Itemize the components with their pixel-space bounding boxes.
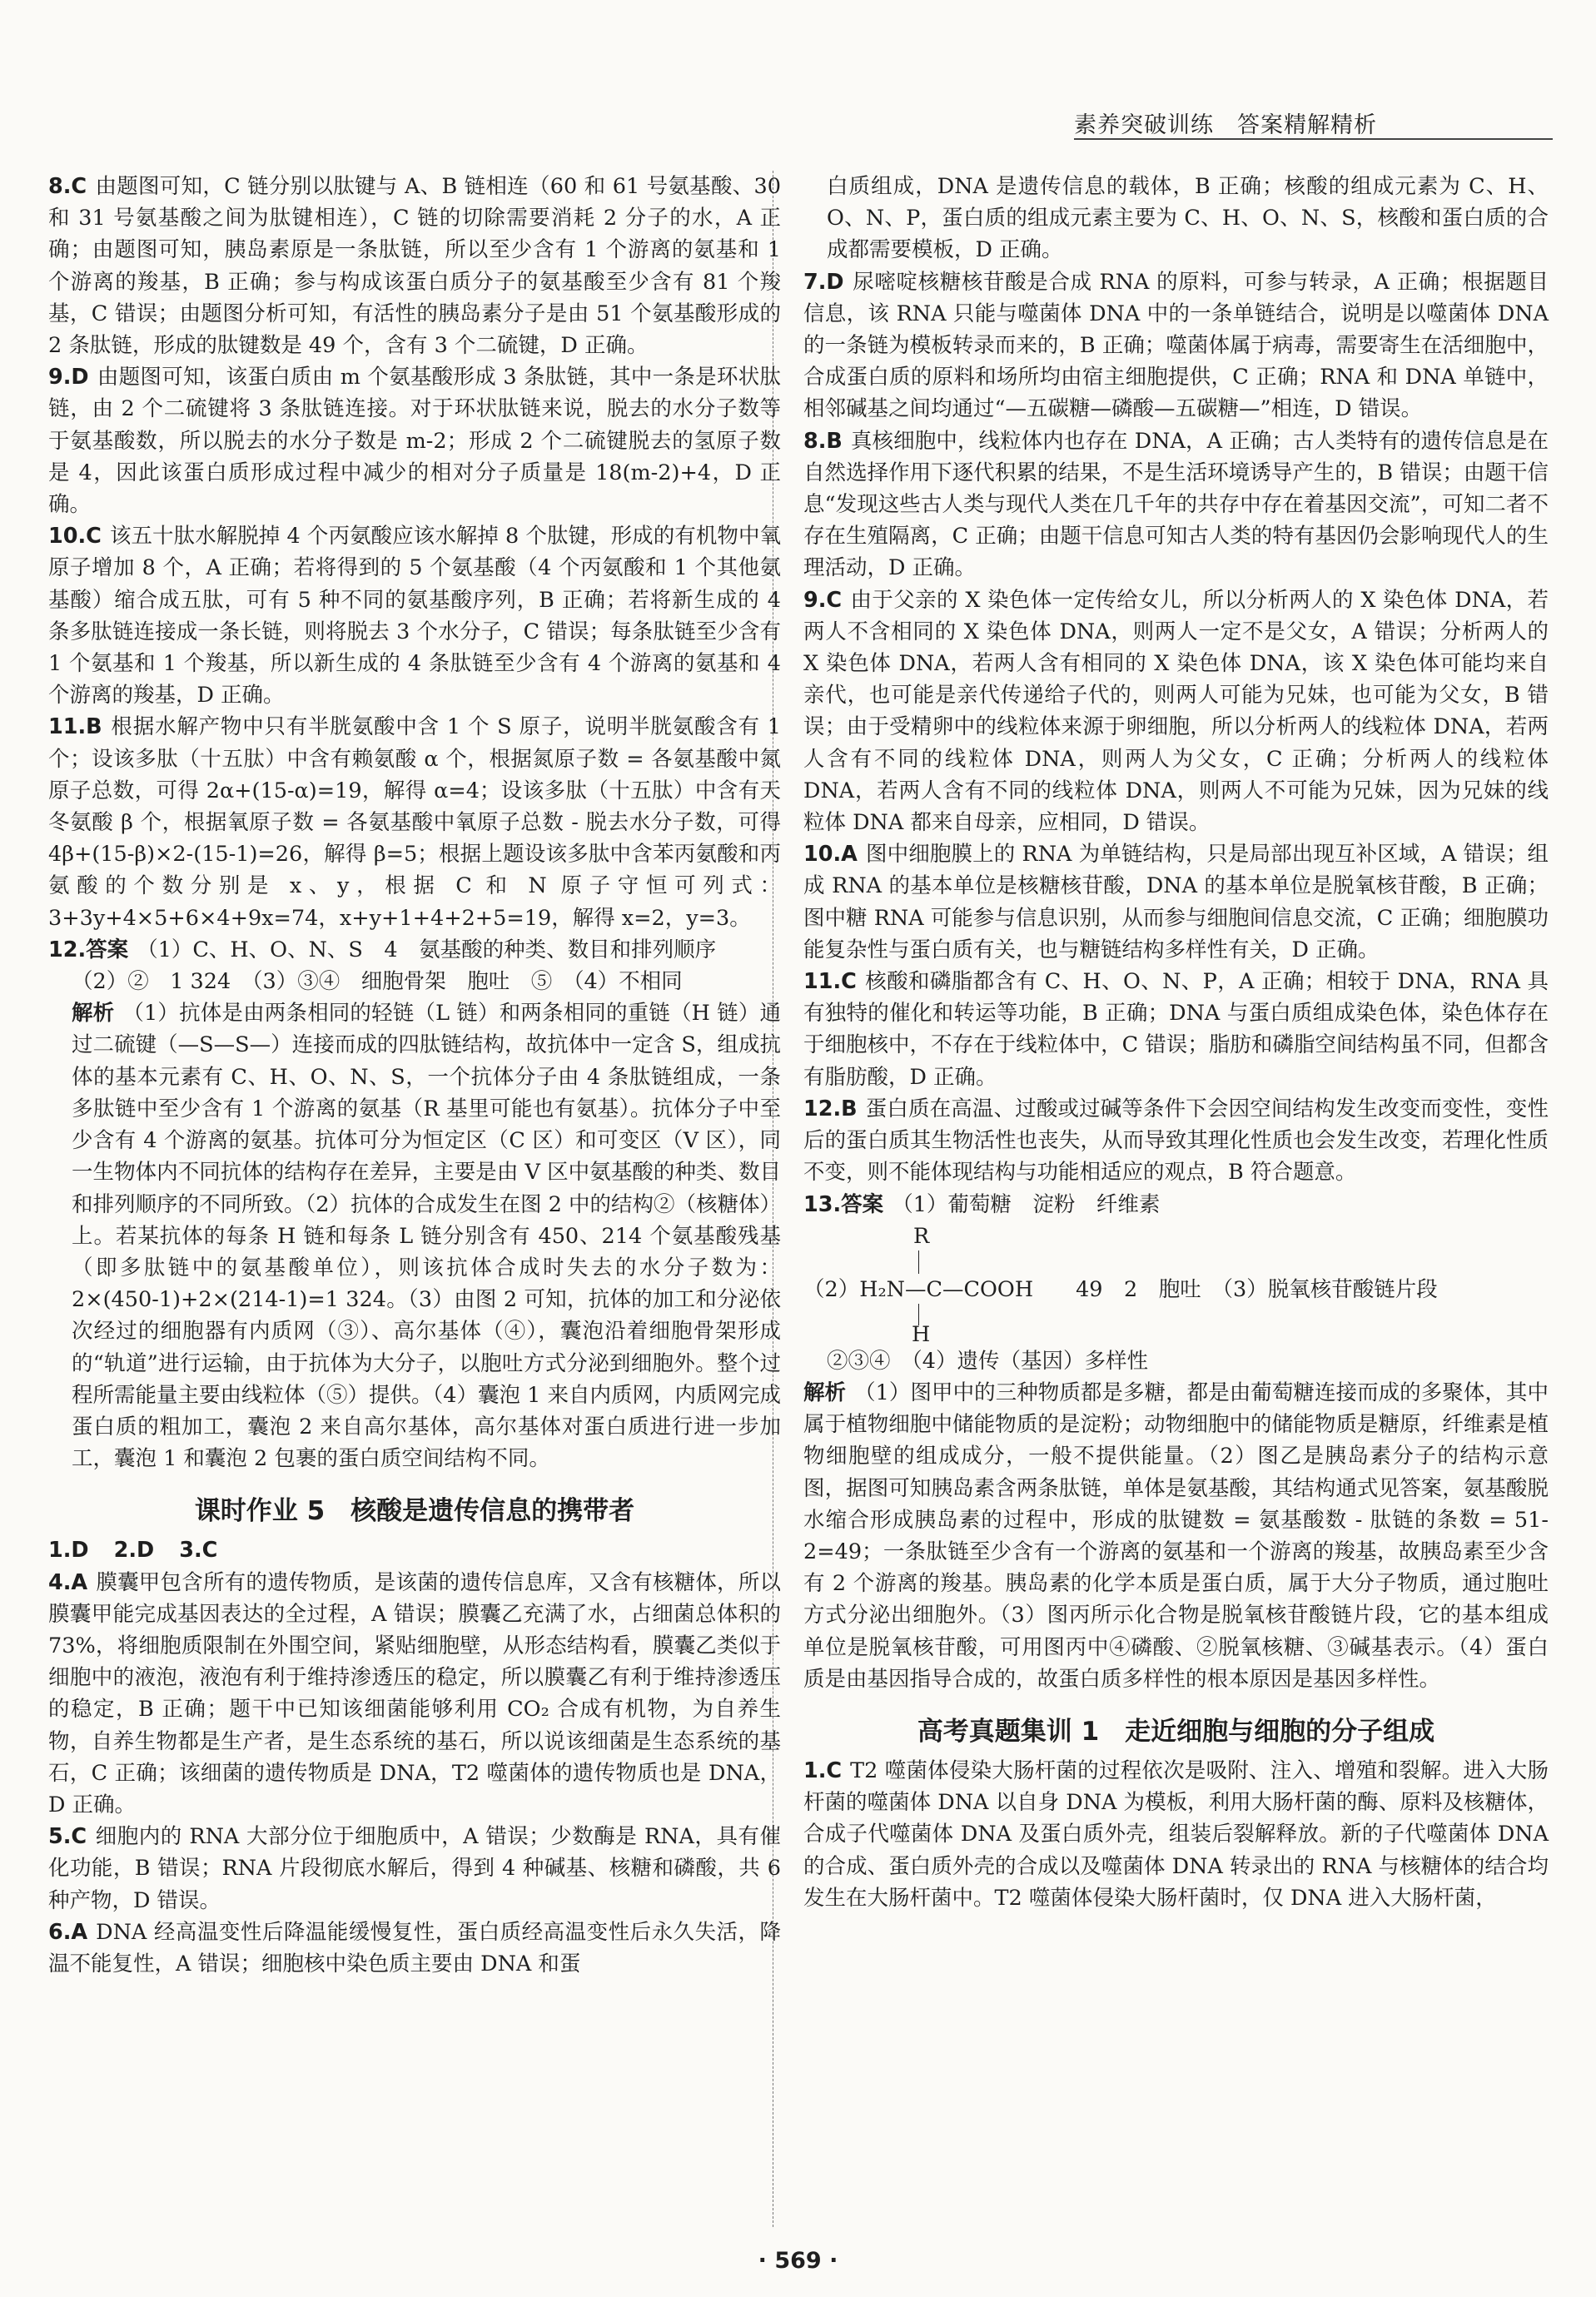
item-number: 12.B [803,1096,858,1121]
answer-item [803,425,1549,584]
right-column [803,171,1549,1914]
item-number: 5.C [48,1824,87,1850]
quick-answer: 2.D [113,1538,155,1564]
answer-item-13 [803,1189,1549,1221]
item-number: 4.A [48,1569,88,1595]
answer-item [803,966,1549,1093]
item-text: 由于父亲的 X 染色体一定传给女儿，所以分析两人的 X 染色体 DNA，若两人不含相同的 X 染色体 DNA，则两人一定不是父女，A 错误；分析两人的 X 染色体 DNA，若两人含有相同的 X 染色体 DNA，该 X 染色体可能均来自亲代，也可能是亲代传递给子代的，则两人可能为兄妹，也可能为父女，B 错误；由于受精卵中的线粒体来源于卵细胞，所以分析两人的线粒体 DNA，若两人含有不同的线粒体 DNA，则两人为父女，C 正确；分析两人的线粒体 DNA，若两人含有不同的线粒体 DNA，则两人不可能为兄妹，因为兄妹的线粒体 DNA 都来自母亲，应相同，D 错误。 [803,587,1549,836]
formula-r-group: R [913,1223,930,1249]
quick-answer: 1.D [48,1538,89,1564]
answer-line: ②③④ （4）遗传（基因）多样性 [827,1348,1148,1374]
item-number: 11.B [48,714,102,740]
analysis-label: 解析 [803,1380,847,1405]
amino-acid-formula [803,1221,1549,1345]
answer-item [48,711,781,933]
item-text: 根据水解产物中只有半胱氨酸中含 1 个 S 原子，说明半胱氨酸含有 1 个；设该多肽（十五肽）中含有赖氨酸 α 个，根据氮原子数 = 各氨基酸中氮原子总数，可得 2α+(15-α)=19，解得 α=4；设该多肽（十五肽）中含有天冬氨酸 β 个，根据氧原子数 = 各氨基酸中氧原子总数 - 脱去水分子数，可得 4β+(15-β)×2-(15-1)=26，解得 β=5；根据上题设该多肽中含苯丙氨酸和丙氨酸的个数分别是 x、y，根据 C 和 N 原子守恒可列式：3+3y+4×5+6×4+9x=74，x+y+1+4+2+5=19，解得 x=2，y=3。 [48,714,781,931]
item-text: 细胞内的 RNA 大部分位于细胞质中，A 错误；少数酶是 RNA，具有催化功能，B 错误；RNA 片段彻底水解后，得到 4 种碱基、核糖和磷酸，共 6 种产物，D 错误。 [48,1824,781,1913]
formula-line: （2）H₂N—C—COOH 49 2 胞吐 （3）脱氧核苷酸链片段 [803,1276,1438,1302]
item-text: 该五十肽水解脱掉 4 个丙氨酸应该水解掉 8 个肽键，形成的有机物中氧原子增加 8 个，A 正确；若将得到的 5 个氨基酸（4 个丙氨酸和 1 个其他氨基酸）缩合成五肽，可有 5 种不同的氨基酸序列，B 正确；若将新生成的 4 条多肽链连接成一条长链，则将脱去 3 个水分子，C 错误；每条肽链至少含有 1 个氨基和 1 个羧基，所以新生成的 4 条肽链至少含有 4 个游离的氨基和 4 个游离的羧基，D 正确。 [48,524,781,708]
quick-answers [48,1534,781,1566]
header-rule [1074,138,1553,140]
formula-bond-top [918,1250,919,1274]
answer-line: （1）葡萄糖 淀粉 纤维素 [892,1191,1161,1217]
page-number: · 569 · [758,2248,838,2274]
section-title: 课时作业 5 核酸是遗传信息的携带者 [194,1496,635,1527]
continued-text: 白质组成，DNA 是遗传信息的载体，B 正确；核酸的组成元素为 C、H、O、N、P，蛋白质的组成元素主要为 C、H、O、N、S，核酸和蛋白质的合成都需要模板，D 正确。 [827,174,1549,263]
item-number: 8.B [803,428,843,454]
quick-answer: 3.C [179,1538,218,1564]
analysis-text: （1）图甲中的三种物质都是多糖，都是由葡萄糖连接而成的多聚体，其中属于植物细胞中储能物质的是淀粉；动物细胞中的储能物质是糖原，纤维素是植物细胞壁的组成成分，一般不提供能量。（2）图乙是胰岛素分子的结构示意图，据图可知胰岛素含两条肽链，单体是氨基酸，其结构通式见答案，氨基酸脱水缩合形成胰岛素的过程中，形成的肽键数 = 氨基酸数 - 肽链的条数 = 51-2=49；一条肽链至少含有一个游离的氨基和一个游离的羧基，故胰岛素至少含有 2 个游离的羧基。胰岛素的化学本质是蛋白质，属于大分子物质，通过胞吐方式分泌出细胞外。（3）图丙所示化合物是脱氧核苷酸链片段，它的基本组成单位是脱氧核苷酸，可用图丙中④磷酸、②脱氧核糖、③碱基表示。（4）蛋白质是由基因指导合成的，故蛋白质多样性的根本原因是基因多样性。 [803,1380,1549,1692]
item-number: 9.C [803,587,843,613]
answer-item [803,838,1549,966]
analysis-text: （1）抗体是由两条相同的轻链（L 链）和两条相同的重链（H 链）通过二硫键（—S—S—）连接而成的四肽链结构，故抗体中一定含 S，组成抗体的基本元素有 C、H、O、N、S，一个抗体分子由 4 条肽链组成，一条多肽链中至少含有 1 个游离的氨基（R 基里可能也有氨基）。抗体分子中至少含有 4 个游离的氨基。抗体可分为恒定区（C 区）和可变区（V 区），同一生物体内不同抗体的结构存在差异，主要是由 V 区中氨基酸的种类、数目和排列顺序的不同所致。（2）抗体的合成发生在图 2 中的结构②（核糖体）上。若某抗体的每条 H 链和每条 L 链分别含有 450、214 个氨基酸残基（即多肽链中的氨基酸单位），则该抗体合成时失去的水分子数为：2×(450-1)+2×(214-1)=1 324。（3）由图 2 可知，抗体的加工和分泌依次经过的细胞器有内质网（③）、高尔基体（④），囊泡沿着细胞骨架形成的“轨道”进行运输，由于抗体为大分子，以胞吐方式分泌到细胞外。整个过程所需能量主要由线粒体（⑤）提供。（4）囊泡 1 来自内质网，内质网完成蛋白质的粗加工，囊泡 2 来自高尔基体，高尔基体对蛋白质进行进一步加工，囊泡 1 和囊泡 2 包裹的蛋白质空间结构不同。 [72,1001,781,1472]
formula-h: H [912,1321,931,1347]
item-number: 6.A [48,1919,88,1945]
answer-item [48,171,781,361]
analysis-label: 解析 [72,1001,115,1027]
item-text: 由题图可知，C 链分别以肽键与 A、B 链相连（60 和 61 号氨基酸、30 和 31 号氨基酸之间为肽键相连），C 链的切除需要消耗 2 分子的水，A 正确；由题图可知，胰岛素原是一条肽链，所以至少含有 1 个游离的氨基和 1 个游离的羧基，B 正确；参与构成该蛋白质分子的氨基酸至少含有 81 个羧基，C 错误；由题图分析可知，有活性的胰岛素分子是由 51 个氨基酸形成的 2 条肽链，形成的肽键数是 49 个，含有 3 个二硫键，D 正确。 [48,174,781,359]
answer-line: （1）C、H、O、N、S 4 氨基酸的种类、数目和排列顺序 [137,937,717,962]
item-text: 由题图可知，该蛋白质由 m 个氨基酸形成 3 条肽链，其中一条是环状肽链，由 2 个二硫键将 3 条肽链连接。对于环状肽链来说，脱去的水分子数等于氨基酸数，所以脱去的水分子数是 m-2；形成 2 个二硫键脱去的氢原子数是 4，因此该蛋白质形成过程中减少的相对分子质量是 18(m-2)+4，D 正确。 [48,365,781,518]
left-column [48,171,781,1980]
answer-item [803,1755,1549,1914]
item-text: T2 噬菌体侵染大肠杆菌的过程依次是吸附、注入、增殖和裂解。进入大肠杆菌的噬菌体 DNA 以自身 DNA 为模板，利用大肠杆菌的酶、原料及核糖体，合成子代噬菌体 DNA 及蛋白质外壳，组装后裂解释放。新的子代噬菌体 DNA 的合成、蛋白质外壳的合成以及噬菌体 DNA 转录出的 RNA 与核糖体的结合均发生在大肠杆菌中。T2 噬菌体侵染大肠杆菌时，仅 DNA 进入大肠杆菌， [803,1758,1549,1911]
page-header [1074,107,1540,140]
analysis-block [48,997,781,1474]
answer-item [48,1917,781,1980]
item-number: 13.答案 [803,1191,884,1217]
item-text: 核酸和磷脂都含有 C、H、O、N、P，A 正确；相较于 DNA，RNA 具有独特的催化和转运等功能，B 正确；DNA 与蛋白质组成染色体，染色体存在于细胞核中，不存在于线粒体中，C 错误；脂肪和磷脂空间结构虽不同，但都含有脂肪酸，D 正确。 [803,969,1549,1090]
item-number: 12.答案 [48,937,129,962]
analysis-block [803,1377,1549,1695]
item-text: 图中细胞膜上的 RNA 为单链结构，只是局部出现互补区域，A 错误；组成 RNA 的基本单位是核糖核苷酸，DNA 的基本单位是脱氧核苷酸，B 正确；图中糖 RNA 可能参与信息识别，从而参与细胞间信息交流，C 正确；细胞膜功能复杂性与蛋白质有关，也与糖链结构多样性有关，D 正确。 [803,842,1549,962]
answer-line: （2）② 1 324 （3）③④ 细胞骨架 胞吐 ⑤ （4）不相同 [72,969,683,995]
item-text: 膜囊甲包含所有的遗传物质，是该菌的遗传信息库，又含有核糖体，所以膜囊甲能完成基因表达的全过程，A 错误；膜囊乙充满了水，占细菌总体积的 73%，将细胞质限制在外围空间，紧贴细胞壁，从形态结构看，膜囊乙类似于细胞中的液泡，液泡有利于维持渗透压的稳定，所以膜囊乙有利于维持渗透压的稳定，B 正确；题干中已知该细菌能够利用 CO₂ 合成有机物，为自养生物，自养生物都是生产者，是生态系统的基石，所以说该细菌是生态系统的基石，C 正确；该细菌的遗传物质是 DNA，T2 噬菌体的遗传物质也是 DNA，D 正确。 [48,1569,781,1817]
answer-item [803,1093,1549,1189]
answer-item [48,1821,781,1917]
item-text: DNA 经高温变性后降温能缓慢复性，蛋白质经高温变性后永久失活，降温不能复性，A 错误；细胞核中染色质主要由 DNA 和蛋 [48,1919,781,1976]
item-number: 7.D [803,269,844,295]
header-title: 素养突破训练 答案精解精析 [1074,112,1377,138]
item-number: 10.C [48,524,102,549]
item-text: 尿嘧啶核糖核苷酸是合成 RNA 的原料，可参与转录，A 正确；根据题目信息，该 RNA 只能与噬菌体 DNA 中的一条单链结合，说明是以噬菌体 DNA 的一条链为模板转录而来的，B 正确；噬菌体属于病毒，需要寄生在活细胞中，合成蛋白质的原料和场所均由宿主细胞提供，C 正确；RNA 和 DNA 单链中，相邻碱基之间均通过“—五碳糖—磷酸—五碳糖—”相连，D 错误。 [803,269,1549,422]
item-number: 10.A [803,842,858,868]
item-text: 蛋白质在高温、过酸或过碱等条件下会因空间结构发生改变而变性，变性后的蛋白质其生物活性也丧失，从而导致其理化性质也会发生改变，若理化性质不变，则不能体现结构与功能相适应的观点，B 符合题意。 [803,1096,1549,1186]
answer-item [803,266,1549,425]
item-number: 1.C [803,1758,843,1783]
answer-item [803,584,1549,839]
section-title: 高考真题集训 1 走近细胞与细胞的分子组成 [917,1716,1435,1747]
item-number: 9.D [48,365,89,390]
item-number: 8.C [48,174,87,199]
answer-item [48,1567,781,1822]
answer-item [48,361,781,520]
item-number: 11.C [803,969,857,995]
item-text: 真核细胞中，线粒体内也存在 DNA，A 正确；古人类特有的遗传信息是在自然选择作用下逐代积累的结果，不是生活环境诱导产生的，B 错误；由题干信息“发现这些古人类与现代人类在几千年的共存中存在着基因交流”，可知二者不存在生殖隔离，C 正确；由题干信息可知古人类的特有基因仍会影响现代人的生理活动，D 正确。 [803,428,1549,581]
answer-item-12 [48,934,781,966]
answer-item [48,520,781,711]
